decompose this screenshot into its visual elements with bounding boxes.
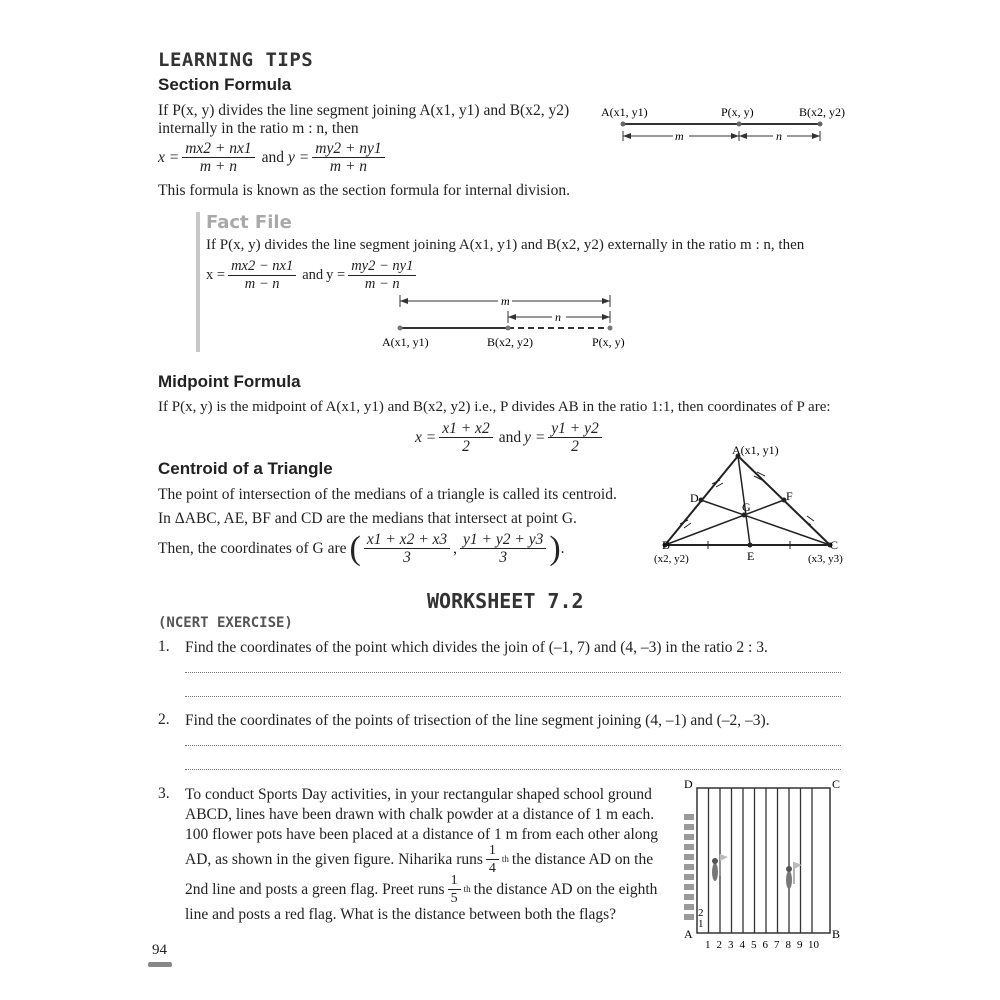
question-3-line3: 100 flower pots have been placed at a distance of 1 m from each other along [185,826,658,843]
question-3-line2: ABCD, lines have been drawn with chalk powder at a distance of 1 m each. [185,806,655,823]
centroid-line2: In ΔABC, AE, BF and CD are the medians that intersect at point G. [158,510,577,527]
y-fraction: $\frac{y1 + y2}{2}$ [548,420,601,455]
quarter-fraction: $\frac{1}{4}$ [486,842,499,877]
learning-tips-heading: LEARNING TIPS [158,49,314,71]
section-formula-title: Section Formula [158,75,292,94]
section-diagram [595,98,855,153]
point-b [506,326,511,331]
y-tick-1: 1 [698,918,704,930]
question-3-line6: line and posts a red flag. What is the distance between both the flags? [185,906,616,923]
x-tick: 3 [728,939,734,951]
point-f-label: F [786,489,793,503]
question-2-number: 2. [158,711,170,728]
x-tick: 5 [751,939,757,951]
answer-line[interactable] [185,745,841,746]
line4-text: AD, as shown in the given figure. Niharika runs [185,851,483,868]
question-2-text: Find the coordinates of the points of trisection of the line segment joining (4, –1) and (–2, –3). [185,712,770,729]
corner-c-label: C [832,777,841,791]
gx-fraction: $\frac{x1 + x2 + x3}{3}$ [364,531,450,566]
fact-file-line1: If P(x, y) divides the line segment joining A(x1, y1) and B(x2, y2) externally in the ratio m : n, then [206,237,805,253]
m-label: m [675,129,684,143]
point-p [737,122,742,127]
x-fraction: $\frac{mx2 + nx1}{m + n}$ [182,140,254,175]
x-tick: 6 [762,939,768,951]
x-label: x = [158,149,180,166]
corner-b-label: B [832,927,841,941]
question-3-line5 [185,872,657,907]
midpoint-equation [415,420,605,455]
point-p [608,326,613,331]
x-tick: 2 [716,939,722,951]
line5-rest: the distance AD on the eighth [473,881,658,898]
x-ticks [705,939,820,951]
vertex-c-coord: (x3, y3) [808,553,843,565]
left-paren: ( [349,529,361,567]
answer-line[interactable] [185,696,841,697]
centroid-title: Centroid of a Triangle [158,459,333,478]
section-formula-equation [158,140,388,175]
centroid-prefix: Then, the coordinates of G are [158,540,347,557]
point-d-label: D [690,491,699,505]
period: . [560,540,565,557]
a-label: A(x1, y1) [382,335,429,349]
y-tick-2: 2 [698,907,704,919]
question-1-number: 1. [158,638,170,655]
y-label: y = [326,267,346,283]
x-tick: 4 [739,939,745,951]
n-label: n [555,310,561,324]
external-division-diagram [370,290,650,352]
point-a [398,326,403,331]
corner-a-label: A [684,927,693,941]
x-tick: 8 [785,939,791,951]
diagram-a-label: A(x1, y1) [601,105,648,119]
y-label: y = [288,149,310,166]
question-1-text: Find the coordinates of the point which divides the join of (–1, 7) and (4, –3) in the ratio 2 : 3. [185,639,768,656]
point-g-label: G [742,500,751,514]
th-superscript: th [463,884,471,894]
answer-line[interactable] [185,769,841,770]
vertex-c-label: C [830,538,839,552]
point-b [818,122,823,127]
x-tick: 10 [808,939,819,951]
fifth-fraction: $\frac{1}{5}$ [448,872,461,907]
comma: , [453,540,458,557]
and-word: and [302,267,324,283]
flower-pots [684,814,694,920]
y-fraction: $\frac{my2 + ny1}{m + n}$ [312,140,384,175]
y-fraction: $\frac{my2 - ny1}{m - n}$ [348,258,416,293]
vertex-b-label: B [662,538,671,552]
section-formula-line2: internally in the ratio m : n, then [158,120,359,137]
question-3-line1: To conduct Sports Day activities, in your rectangular shaped school ground [185,786,652,803]
gy-fraction: $\frac{y1 + y2 + y3}{3}$ [460,531,546,566]
question-3-number: 3. [158,785,170,802]
midpoint-line1: If P(x, y) is the midpoint of A(x1, y1) and B(x2, y2) i.e., P divides AB in the ratio 1:1, then coordinates of P are: [158,399,831,415]
x-label: x = [206,267,226,283]
vertex-a-label: A(x1, y1) [732,443,779,457]
x-tick: 7 [774,939,780,951]
section-formula-note: This formula is known as the section formula for internal division. [158,182,570,199]
centroid-line1: The point of intersection of the medians of a triangle is called its centroid. [158,486,617,503]
n-label: n [776,129,782,143]
x-label: x = [415,429,437,446]
chalk-lines [709,788,813,933]
midpoint-title: Midpoint Formula [158,372,301,391]
and-word: and [261,149,285,166]
diagram-b-label: B(x2, y2) [799,105,845,119]
line4-rest: the distance AD on the [511,851,654,868]
fact-file-title: Fact File [206,212,292,233]
triangle-diagram [650,440,850,570]
x-tick: 1 [705,939,711,951]
worksheet-title: WORKSHEET 7.2 [427,589,584,613]
and-word: and [498,429,522,446]
b-label: B(x2, y2) [487,335,533,349]
centroid-line3 [158,531,565,566]
x-tick: 9 [797,939,803,951]
vertex-b-coord: (x2, y2) [654,553,689,565]
fact-file-equation [206,258,419,293]
point-a [621,122,626,127]
right-paren: ) [549,529,561,567]
y-label: y = [524,429,546,446]
page-number: 94 [152,942,167,958]
corner-d-label: D [684,777,693,791]
p-label: P(x, y) [592,335,625,349]
th-superscript: th [501,854,509,864]
diagram-p-label: P(x, y) [721,105,754,119]
pencil-icon [148,962,172,967]
m-label: m [501,294,510,308]
x-fraction: $\frac{mx2 - nx1}{m - n}$ [228,258,296,293]
answer-line[interactable] [185,672,841,673]
point-e-label: E [747,549,755,563]
fact-file-bar [196,212,200,352]
school-ground-figure [680,776,845,954]
line5-text: 2nd line and posts a green flag. Preet runs [185,881,445,898]
section-formula-line1: If P(x, y) divides the line segment joining A(x1, y1) and B(x2, y2) [158,102,570,119]
worksheet-subtitle: (NCERT EXERCISE) [158,615,293,631]
x-fraction: $\frac{x1 + x2}{2}$ [439,420,492,455]
